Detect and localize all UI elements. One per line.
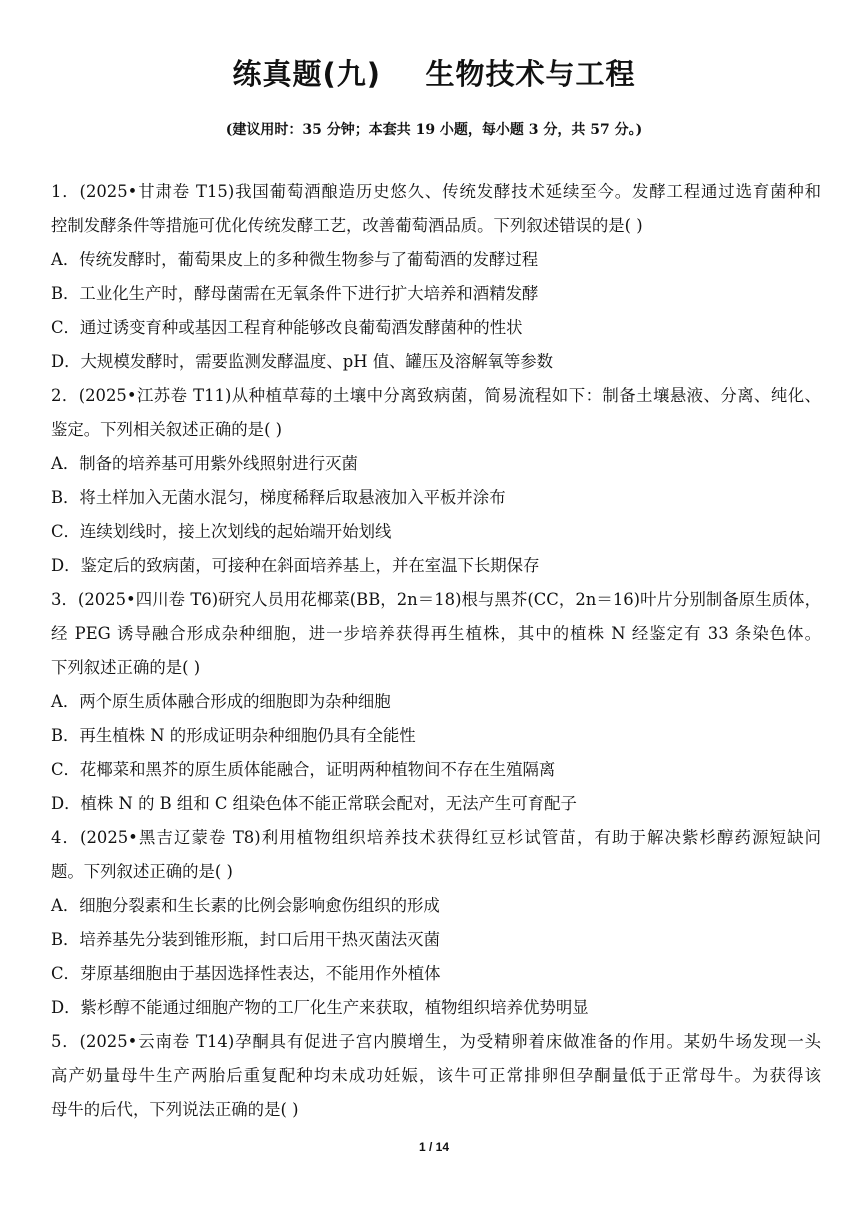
question-3-option-d: D．植株 N 的 B 组和 C 组染色体不能正常联会配对，无法产生可育配子 xyxy=(51,794,577,813)
question-1-stem-line-1: 1．(2025•甘肃卷 T15)我国葡萄酒酿造历史悠久、传统发酵技术延续至今。发酵工程通过选育菌种和 xyxy=(51,182,821,201)
question-3-stem-line-2: 经 PEG 诱导融合形成杂种细胞，进一步培养获得再生植株，其中的植株 N 经鉴定有 33 条染色体。 xyxy=(51,624,821,643)
question-4-option-d: D．紫杉醇不能通过细胞产物的工厂化生产来获取，植物组织培养优势明显 xyxy=(51,998,589,1017)
question-1-option-b: B．工业化生产时，酵母菌需在无氧条件下进行扩大培养和酒精发酵 xyxy=(51,284,539,303)
question-2-option-c: C．连续划线时，接上次划线的起始端开始划线 xyxy=(51,522,392,541)
question-4-option-b: B．培养基先分装到锥形瓶，封口后用干热灭菌法灭菌 xyxy=(51,930,441,949)
question-3-option-c: C．花椰菜和黑芥的原生质体能融合，证明两种植物间不存在生殖隔离 xyxy=(51,760,556,779)
question-5-stem-line-1: 5．(2025•云南卷 T14)孕酮具有促进子宫内膜增生，为受精卵着床做准备的作用。某奶牛场发现一头 xyxy=(51,1032,821,1051)
question-1-option-a: A．传统发酵时，葡萄果皮上的多种微生物参与了葡萄酒的发酵过程 xyxy=(51,250,539,269)
question-2-option-a: A．制备的培养基可用紫外线照射进行灭菌 xyxy=(51,454,358,473)
question-1-stem-line-2: 控制发酵条件等措施可优化传统发酵工艺，改善葡萄酒品质。下列叙述错误的是( ) xyxy=(51,216,643,235)
question-4-stem-line-1: 4．(2025•黑吉辽蒙卷 T8)利用植物组织培养技术获得红豆杉试管苗，有助于解决紫杉醇药源短缺问 xyxy=(51,828,821,847)
question-2-stem-line-2: 鉴定。下列相关叙述正确的是( ) xyxy=(51,420,283,439)
question-1-option-d: D．大规模发酵时，需要监测发酵温度、pH 值、罐压及溶解氧等参数 xyxy=(51,352,554,371)
question-4-option-c: C．芽原基细胞由于基因选择性表达，不能用作外植体 xyxy=(51,964,441,983)
page-number: 1 / 14 xyxy=(418,1140,450,1154)
question-5-stem-line-3: 母牛的后代，下列说法正确的是( ) xyxy=(51,1100,299,1119)
question-4-option-a: A．细胞分裂素和生长素的比例会影响愈伤组织的形成 xyxy=(51,896,440,915)
question-3-stem-line-3: 下列叙述正确的是( ) xyxy=(51,658,201,677)
question-3-stem-line-1: 3．(2025•四川卷 T6)研究人员用花椰菜(BB，2n＝18)根与黑芥(CC，2n＝16)叶片分别制备原生质体， xyxy=(51,590,821,609)
question-2-option-d: D．鉴定后的致病菌，可接种在斜面培养基上，并在室温下长期保存 xyxy=(51,556,540,575)
question-4-stem-line-2: 题。下列叙述正确的是( ) xyxy=(51,862,233,881)
question-3-option-b: B．再生植株 N 的形成证明杂种细胞仍具有全能性 xyxy=(51,726,416,745)
question-5-stem-line-2: 高产奶量母牛生产两胎后重复配种均未成功妊娠，该牛可正常排卵但孕酮量低于正常母牛。为获得该 xyxy=(51,1066,821,1085)
question-1-option-c: C．通过诱变育种或基因工程育种能够改良葡萄酒发酵菌种的性状 xyxy=(51,318,523,337)
question-3-option-a: A．两个原生质体融合形成的细胞即为杂种细胞 xyxy=(51,692,391,711)
question-2-stem-line-1: 2．(2025•江苏卷 T11)从种植草莓的土壤中分离致病菌，简易流程如下：制备土壤悬液、分离、纯化、 xyxy=(51,386,821,405)
question-2-option-b: B．将土样加入无菌水混匀，梯度稀释后取悬液加入平板并涂布 xyxy=(51,488,506,507)
page-title: 练真题(九) 生物技术与工程 xyxy=(232,57,636,91)
page-subtitle: (建议用时：35 分钟；本套共 19 小题，每小题 3 分，共 57 分。) xyxy=(225,122,643,138)
